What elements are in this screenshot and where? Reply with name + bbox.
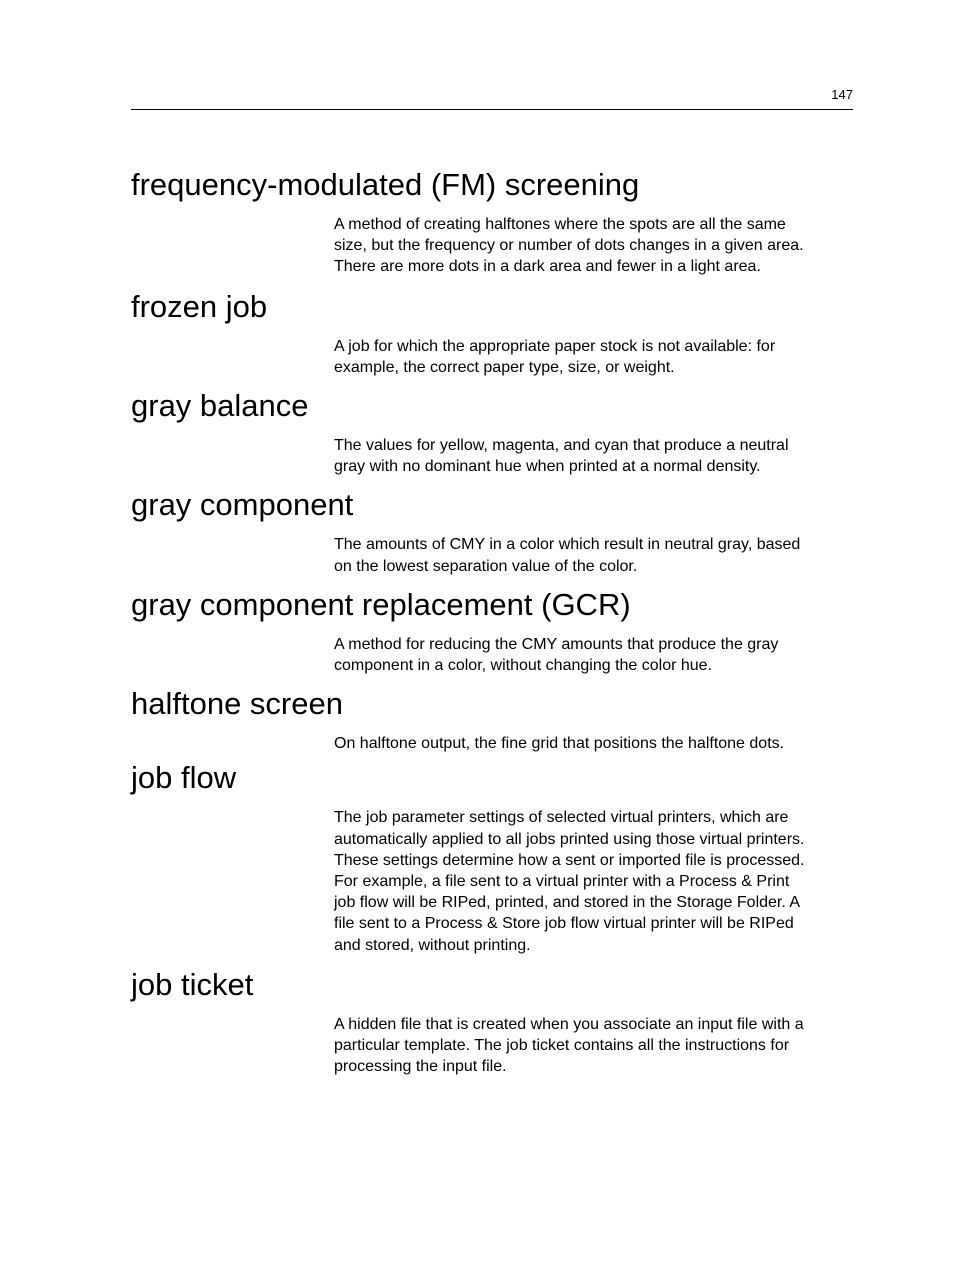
glossary-entry — [131, 965, 853, 1078]
definition-line: A job for which the appropriate paper stock is not available: for — [334, 337, 776, 355]
definition-line: file sent to a Process & Store job flow virtual printer will be RIPed — [334, 915, 794, 933]
glossary-entry — [131, 485, 853, 576]
header-rule — [131, 109, 853, 110]
definition-line: processing the input file. — [334, 1058, 507, 1076]
definition-line: The job parameter settings of selected virtual printers, which are — [334, 809, 789, 827]
glossary-definition — [334, 336, 853, 378]
glossary-entry — [131, 585, 853, 676]
glossary-term: gray component — [131, 487, 354, 523]
glossary-definition — [334, 807, 853, 955]
definition-line: These settings determine how a sent or imported file is processed. — [334, 851, 805, 869]
glossary-entry — [131, 165, 853, 278]
definition-line: and stored, without printing. — [334, 936, 531, 954]
definition-line: component in a color, without changing the color hue. — [334, 657, 713, 675]
glossary-term: frozen job — [131, 288, 268, 324]
glossary — [131, 165, 853, 1077]
glossary-definition — [334, 214, 853, 278]
definition-line: The amounts of CMY in a color which result in neutral gray, based — [334, 536, 801, 554]
glossary-term: job flow — [131, 760, 237, 796]
glossary-entry — [131, 287, 853, 378]
page-number: 147 — [831, 87, 853, 102]
glossary-term: halftone screen — [131, 686, 343, 722]
definition-line: automatically applied to all jobs printed using those virtual printers. — [334, 830, 805, 848]
glossary-entry — [131, 758, 853, 955]
glossary-definition — [334, 534, 853, 576]
glossary-definition — [334, 435, 853, 477]
definition-line: particular template. The job ticket contains all the instructions for — [334, 1037, 790, 1055]
definition-line: For example, a file sent to a virtual printer with a Process & Print — [334, 873, 790, 891]
definition-line: On halftone output, the fine grid that positions the halftone dots. — [334, 735, 785, 753]
glossary-entry — [131, 684, 853, 754]
glossary-definition — [334, 733, 853, 754]
definition-line: example, the correct paper type, size, or weight. — [334, 358, 675, 376]
glossary-term: gray component replacement (GCR) — [131, 586, 631, 622]
definition-line: There are more dots in a dark area and fewer in a light area. — [334, 258, 761, 276]
definition-line: gray with no dominant hue when printed at a normal density. — [334, 458, 761, 476]
definition-line: on the lowest separation value of the color. — [334, 557, 638, 575]
glossary-definition — [334, 634, 853, 676]
definition-line: job flow will be RIPed, printed, and stored in the Storage Folder. A — [334, 894, 801, 912]
definition-line: The values for yellow, magenta, and cyan that produce a neutral — [334, 437, 789, 455]
glossary-entry — [131, 386, 853, 477]
glossary-term: frequency-modulated (FM) screening — [131, 167, 640, 202]
glossary-term: job ticket — [131, 966, 254, 1002]
glossary-term: gray balance — [131, 388, 309, 424]
glossary-definition — [334, 1014, 853, 1078]
definition-line: A method for reducing the CMY amounts that produce the gray — [334, 635, 779, 653]
definition-line: A hidden file that is created when you associate an input file with a — [334, 1015, 804, 1033]
definition-line: A method of creating halftones where the spots are all the same — [334, 216, 786, 233]
definition-line: size, but the frequency or number of dots changes in a given area. — [334, 237, 804, 255]
